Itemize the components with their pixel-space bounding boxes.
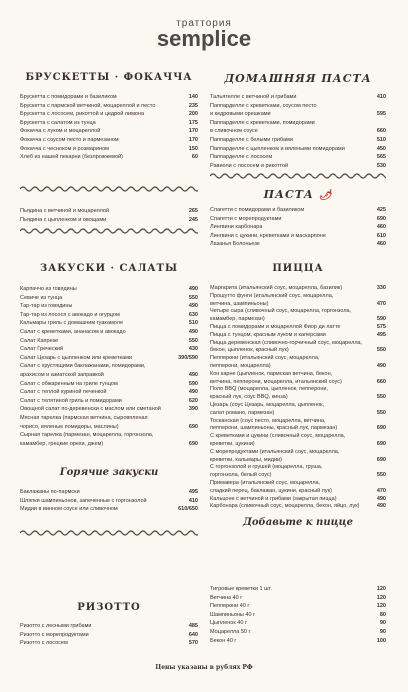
menu-item-price: 550 bbox=[376, 394, 386, 401]
logo-brand: semplice bbox=[156, 26, 252, 51]
menu-item-price: 245 bbox=[188, 216, 198, 223]
menu-item-price: 175 bbox=[188, 119, 198, 126]
menu-item-name: Паппарделле с белыми грибами bbox=[210, 136, 293, 143]
menu-item-price: 565 bbox=[376, 154, 386, 161]
menu-item-name: Тосканская (соус песто, моцарелла, ветчина, bbox=[210, 417, 326, 424]
menu-item-price: 410 bbox=[376, 94, 386, 100]
menu-item-name: в сливочном соусе bbox=[210, 128, 258, 135]
menu-item-name: Овощной салат по-деревенски с маслом или сметаной bbox=[20, 406, 161, 413]
menu-item-price: 530 bbox=[376, 162, 386, 169]
menu-item-name: камамбер, пармезан) bbox=[210, 316, 265, 323]
menu-item-name: Брускетта с салатом из тунца bbox=[20, 119, 96, 126]
menu-item-name: С горгонзолой и грушей (моцарелла, груша, bbox=[210, 464, 323, 471]
menu-item bbox=[20, 380, 198, 389]
menu-item bbox=[210, 363, 386, 371]
menu-item-name: пепперони, моцарелла) bbox=[210, 362, 271, 369]
menu-item-price: 590 bbox=[376, 316, 386, 323]
menu-item-price: 470 bbox=[376, 487, 386, 494]
section-title-pizza: ПИЦЦА bbox=[272, 263, 324, 274]
menu-item bbox=[210, 285, 386, 293]
menu-item bbox=[210, 594, 386, 603]
menu-item bbox=[20, 405, 198, 414]
menu-item-name: С креветками и цукини (сливочный соус, моцарелла, bbox=[210, 433, 346, 440]
menu-item-name: бекон, цыпленок, красный лук) bbox=[210, 347, 289, 354]
menu-item bbox=[20, 119, 198, 128]
menu-item-price: 590 bbox=[188, 380, 198, 387]
bruschetta-list bbox=[20, 93, 198, 162]
menu-item-name: Лингвини карбонара bbox=[210, 224, 263, 231]
menu-item-price: 490 bbox=[188, 389, 198, 396]
menu-item-name: ветчина, шампиньоны) bbox=[210, 300, 269, 307]
menu-item-price: 570 bbox=[188, 640, 198, 647]
menu-item bbox=[210, 410, 386, 418]
menu-item-name: Баклажаны по-пармски bbox=[20, 489, 80, 495]
pizza-list bbox=[210, 285, 386, 511]
menu-item-name: Салат с обжаренным на гриле тунцом bbox=[20, 380, 118, 387]
menu-item bbox=[210, 324, 386, 332]
menu-item-name: горгонзола, белый соус) bbox=[210, 472, 272, 479]
menu-item-name: Тар-тар из говядины bbox=[20, 303, 73, 310]
menu-item bbox=[210, 480, 386, 488]
section-title-zakuski: ЗАКУСКИ · САЛАТЫ bbox=[39, 263, 179, 274]
menu-item bbox=[210, 215, 386, 224]
menu-item-name: Лазанья Болоньезе bbox=[210, 241, 260, 248]
section-title-homemade-pasta: ДОМАШНЯЯ ПАСТА bbox=[224, 72, 372, 85]
menu-item-name: Бекон 40 г bbox=[210, 637, 237, 644]
menu-item bbox=[20, 505, 198, 514]
menu-item bbox=[210, 102, 386, 111]
menu-item-name: Мидии в винном соусе или сливочном bbox=[20, 506, 118, 513]
menu-item-price: 200 bbox=[188, 111, 198, 118]
menu-item-name: и кедровыми орешками bbox=[210, 111, 271, 118]
menu-item bbox=[20, 639, 198, 648]
menu-item-name: креветки, цукини) bbox=[210, 440, 255, 447]
menu-item bbox=[210, 332, 386, 340]
menu-item-price: 150 bbox=[188, 145, 198, 152]
menu-item-price: 485 bbox=[188, 623, 198, 629]
menu-item bbox=[20, 431, 198, 440]
menu-item bbox=[210, 503, 386, 511]
menu-item bbox=[20, 311, 198, 320]
menu-item-price: 550 bbox=[376, 472, 386, 479]
menu-item bbox=[210, 127, 386, 136]
menu-item-price: 510 bbox=[376, 136, 386, 143]
wave-line bbox=[210, 171, 386, 181]
menu-item-name: Фокачча с луком и моцареллой bbox=[20, 128, 101, 135]
menu-item-name: Тигровые креветки 1 шт. bbox=[210, 586, 272, 592]
menu-item bbox=[20, 345, 198, 354]
menu-item bbox=[210, 223, 386, 232]
menu-item-price: 80 bbox=[379, 611, 386, 618]
menu-item-price: 610 bbox=[376, 232, 386, 239]
menu-item-name: Хлеб из нашей пекарни (безлрожжевой) bbox=[20, 154, 123, 161]
menu-item-price: 120 bbox=[376, 603, 386, 610]
menu-item-name: сладкий перец, баклажан, цукини, красный лук) bbox=[210, 487, 332, 494]
menu-item-name: Цезарь (соус Цезарь, моцарелла, цыпленок, bbox=[210, 401, 325, 408]
menu-item bbox=[210, 93, 386, 102]
menu-item bbox=[210, 347, 386, 355]
menu-item-name: Тар-тар из лосося с авокадо и огурцом bbox=[20, 311, 120, 318]
menu-item-name: чорисо, вяленые помидоры, маслины) bbox=[20, 423, 119, 430]
menu-item-name: Пьядина с цыпленком и овощами bbox=[20, 216, 107, 223]
menu-item-name: Шляпки шампиньонов, запеченные с горгонзолой bbox=[20, 497, 147, 504]
menu-item-name: красный лук, соус BBQ, кинза) bbox=[210, 394, 288, 401]
menu-item-price: 510 bbox=[188, 320, 198, 327]
section-title-extras: Добавьте к пицце bbox=[242, 517, 354, 528]
menu-item bbox=[20, 207, 198, 216]
menu-item-price: 660 bbox=[376, 128, 386, 135]
menu-item-price: 630 bbox=[188, 311, 198, 318]
menu-item bbox=[210, 240, 386, 249]
menu-item bbox=[20, 423, 198, 432]
menu-item-name: Паппарделле с лососем bbox=[210, 154, 273, 161]
menu-item-name: креветки, кальмары, мидии) bbox=[210, 456, 282, 463]
menu-item bbox=[20, 440, 198, 449]
menu-item-price: 490 bbox=[188, 371, 198, 378]
wave-divider bbox=[20, 226, 198, 236]
menu-item-price: 550 bbox=[188, 337, 198, 344]
menu-item-name: Четыре сыра (сливочный соус, моцарелла, горгонзола, bbox=[210, 308, 352, 315]
menu-item-name: Салат Капрезе bbox=[20, 337, 59, 344]
menu-item-name: Фокачча с соусом песто и пармезаном bbox=[20, 136, 119, 143]
menu-item-name: Паппарделле с цыпленком и вялеными помидорами bbox=[210, 145, 345, 152]
menu-item-price: 235 bbox=[188, 102, 198, 109]
menu-item bbox=[20, 136, 198, 145]
menu-item bbox=[20, 631, 198, 640]
menu-item bbox=[20, 497, 198, 506]
menu-item bbox=[20, 388, 198, 397]
footer-note: Цены указаны в рублях РФ bbox=[155, 664, 253, 671]
menu-item-name: ветчина, пепперони, моцарелла, итальянский соус) bbox=[210, 378, 342, 385]
menu-item-price: 60 bbox=[191, 154, 198, 161]
menu-item-price: 410 bbox=[188, 497, 198, 504]
wave-line bbox=[20, 226, 198, 236]
menu-item bbox=[210, 145, 386, 154]
menu-item-name: Паппарделле с креветками, помидорами bbox=[210, 119, 315, 126]
menu-item-price: 460 bbox=[376, 241, 386, 248]
menu-item-name: Брускетта с лососем, рикоттой и цедрой лимона bbox=[20, 111, 145, 118]
menu-item-name: Ризотто с лососем bbox=[20, 640, 68, 647]
menu-item bbox=[210, 433, 386, 441]
menu-item bbox=[210, 619, 386, 628]
menu-item-name: Брускетта с пармской ветчиной, моцареллой и песто bbox=[20, 102, 156, 109]
menu-item bbox=[20, 354, 198, 363]
menu-item-name: Кальмары гриль с домашним гуакамоле bbox=[20, 320, 124, 327]
menu-item bbox=[20, 145, 198, 154]
menu-item-name: Пицца с тунцом, красным луком и каперсами bbox=[210, 331, 326, 338]
menu-item bbox=[210, 611, 386, 620]
pasta-title-text: ПАСТА bbox=[263, 188, 314, 201]
menu-item-price: 470 bbox=[376, 300, 386, 307]
section-title-pasta bbox=[210, 188, 386, 201]
menu-item-price: 690 bbox=[376, 440, 386, 447]
menu-item bbox=[210, 425, 386, 433]
menu-item-price: 490 bbox=[376, 362, 386, 369]
zakuski-list bbox=[20, 285, 198, 448]
menu-item-name: Кон карне (цыпленок, пармская ветчина, бекон, bbox=[210, 370, 333, 377]
menu-item-name: Фокачча с чесноком и розмарином bbox=[20, 145, 109, 152]
wave-divider bbox=[210, 171, 386, 181]
menu-item bbox=[210, 464, 386, 472]
menu-item-name: камамбер, грецкие орехи, джем) bbox=[20, 440, 104, 447]
menu-item bbox=[210, 371, 386, 379]
wave-divider bbox=[20, 528, 198, 538]
menu-item-name: арахисом и азиатской заправкой bbox=[20, 371, 104, 378]
wave-divider bbox=[20, 184, 198, 194]
menu-item-name: салат романо, пармезан) bbox=[210, 409, 275, 416]
section-title-bruschetta: БРУСКЕТТЫ · ФОКАЧЧА bbox=[25, 72, 193, 83]
menu-item-price: 390/590 bbox=[178, 354, 198, 361]
menu-item-name: Салат с теплой куриной печенкой bbox=[20, 389, 107, 396]
menu-item-price: 660 bbox=[376, 378, 386, 385]
menu-item bbox=[20, 622, 198, 631]
menu-item bbox=[210, 110, 386, 119]
menu-item-price: 690 bbox=[188, 440, 198, 447]
menu-item bbox=[210, 379, 386, 387]
menu-item-price: 90 bbox=[379, 620, 386, 627]
menu-item bbox=[210, 394, 386, 402]
hot-list bbox=[20, 488, 198, 514]
extras-list bbox=[210, 585, 386, 645]
menu-item bbox=[210, 637, 386, 646]
section-title-hot: Горячие закуски bbox=[59, 467, 159, 478]
menu-item-price: 490 bbox=[376, 503, 386, 510]
menu-item-name: Салат Греческий bbox=[20, 346, 64, 353]
menu-item bbox=[20, 397, 198, 406]
menu-item-name: Тальятелле с ветчиной и грибами bbox=[210, 94, 297, 100]
menu-item-price: 495 bbox=[376, 331, 386, 338]
wave-line bbox=[20, 184, 198, 194]
menu-item bbox=[20, 488, 198, 497]
menu-item-price: 460 bbox=[376, 224, 386, 231]
menu-item-name: Спагетти с морепродуктами bbox=[210, 215, 282, 222]
menu-item-name: Пицца с помидорами и моцареллой Фиор ди латте bbox=[210, 323, 341, 330]
chili-pepper-icon: 🌶 bbox=[318, 190, 333, 201]
menu-item-price: 550 bbox=[376, 347, 386, 354]
menu-item bbox=[210, 119, 386, 128]
menu-item-name: Поло BBQ (моцарелла, цыпленок, пепперони, bbox=[210, 386, 328, 393]
risotto-list bbox=[20, 622, 198, 648]
homemade-pasta-list bbox=[210, 93, 386, 170]
menu-item-price: 100 bbox=[376, 637, 386, 644]
menu-item-price: 690 bbox=[376, 215, 386, 222]
menu-item-name: Карпаччо из говядины bbox=[20, 286, 77, 292]
menu-item-name: Пепперони 40 г bbox=[210, 603, 250, 610]
menu-item-price: 450 bbox=[376, 145, 386, 152]
menu-item bbox=[20, 285, 198, 294]
menu-item-name: Равиоли с лососем и рикоттой bbox=[210, 162, 289, 169]
menu-item-price: 390 bbox=[188, 406, 198, 413]
menu-item bbox=[20, 102, 198, 111]
menu-item-name: Цыпленок 40 г bbox=[210, 620, 247, 627]
menu-item-price: 170 bbox=[188, 128, 198, 135]
menu-item-price: 140 bbox=[188, 94, 198, 100]
menu-item-name: Сырная тарелка (пармезан, моцарелла, горгонзола, bbox=[20, 432, 154, 439]
pasta-list bbox=[210, 206, 386, 249]
menu-item bbox=[20, 337, 198, 346]
menu-item-name: Пьядина с ветчиной и моцареллой bbox=[20, 208, 110, 214]
menu-item-name: Салат с телятиной гриль и помидорами bbox=[20, 397, 122, 404]
menu-item bbox=[210, 449, 386, 457]
menu-item-name: С морепродуктами (итальянский соус, моцарелла, bbox=[210, 448, 340, 455]
menu-item-price: 490 bbox=[188, 328, 198, 335]
menu-item-price: 90 bbox=[379, 628, 386, 635]
menu-item bbox=[20, 216, 198, 225]
menu-item-price: 425 bbox=[376, 207, 386, 213]
menu-item bbox=[20, 93, 198, 102]
menu-item-name: Карбонара (сливочный соус, моцарелла, бекон, яйцо, лук) bbox=[210, 503, 360, 510]
menu-item-name: Ризотто с морепродуктами bbox=[20, 631, 89, 638]
menu-item bbox=[210, 628, 386, 637]
menu-item bbox=[20, 328, 198, 337]
menu-item-price: 550 bbox=[188, 294, 198, 301]
menu-item-name: Брускетта с помидорами и базиликом bbox=[20, 94, 117, 100]
menu-item bbox=[20, 127, 198, 136]
menu-item-name: Моцарелла 50 г bbox=[210, 628, 251, 635]
menu-item bbox=[20, 153, 198, 162]
menu-item bbox=[20, 371, 198, 380]
menu-item-name: Салат с креветками, ананасом и авокадо bbox=[20, 328, 126, 335]
menu-item bbox=[210, 162, 386, 171]
menu-item-name: пепперони, шампиньоны, красный лук, пармезан) bbox=[210, 425, 338, 432]
menu-item bbox=[210, 153, 386, 162]
menu-item-name: Примавера (итальянский соус, моцарелла, bbox=[210, 479, 321, 486]
menu-item bbox=[20, 294, 198, 303]
menu-item-name: Спагетти с помидорами и базиликом bbox=[210, 207, 305, 213]
menu-item-name: Прошутто фунги (итальянский соус, моцарелла, bbox=[210, 292, 334, 299]
menu-item-price: 430 bbox=[188, 346, 198, 353]
menu-item-name: Паппарделле с креветками, соусом песто bbox=[210, 102, 317, 109]
menu-item-price: 690 bbox=[376, 425, 386, 432]
menu-item-price: 490 bbox=[188, 286, 198, 292]
menu-item bbox=[20, 319, 198, 328]
menu-item-name: Салат с хрустящими баклажанами, помидорами, bbox=[20, 363, 146, 370]
menu-item bbox=[20, 414, 198, 423]
menu-item-name: Шампиньоны 40 г bbox=[210, 611, 256, 618]
menu-item-price: 170 bbox=[188, 136, 198, 143]
menu-item bbox=[210, 316, 386, 324]
menu-item bbox=[210, 206, 386, 215]
menu-item-name: Севиче из тунца bbox=[20, 294, 63, 301]
menu-item-price: 690 bbox=[376, 456, 386, 463]
menu-item-price: 490 bbox=[188, 303, 198, 310]
piadina-list bbox=[20, 207, 198, 224]
menu-item-price: 120 bbox=[376, 594, 386, 601]
menu-item-name: Кальцоне с ветчиной и грибами (закрытая пицца) bbox=[210, 495, 337, 502]
menu-item-name: Салат Цезарь с цыпленком или креветками bbox=[20, 354, 132, 361]
menu-item-price: 495 bbox=[188, 489, 198, 495]
menu-item bbox=[210, 472, 386, 480]
menu-item-name: Ветчина 40 г bbox=[210, 594, 243, 601]
section-title-risotto: РИЗОТТО bbox=[77, 602, 141, 613]
menu-item-price: 265 bbox=[188, 208, 198, 214]
menu-item-price: 490 bbox=[376, 495, 386, 502]
menu-item-price: 550 bbox=[376, 409, 386, 416]
menu-header bbox=[0, 0, 408, 60]
menu-item-name: Пицца деревенская (сливочно-горчичный соус, моцарелла, bbox=[210, 339, 363, 346]
menu-item-price: 610/650 bbox=[178, 506, 198, 513]
menu-item-name: Мясная тарелка (пармская ветчина, сыровяленая bbox=[20, 414, 148, 421]
menu-item bbox=[210, 585, 386, 594]
menu-item bbox=[20, 110, 198, 119]
menu-item-price: 120 bbox=[376, 586, 386, 592]
menu-item bbox=[210, 386, 386, 394]
menu-item bbox=[20, 302, 198, 311]
menu-item bbox=[210, 232, 386, 241]
menu-item-name: Лингвини с цукини, креветками и маскарпоне bbox=[210, 232, 326, 239]
menu-item bbox=[210, 293, 386, 301]
wave-line bbox=[20, 528, 198, 538]
menu-item bbox=[20, 362, 198, 371]
menu-item bbox=[210, 402, 386, 410]
menu-item-price: 640 bbox=[188, 631, 198, 638]
menu-item-name: Ризотто с лесными грибами bbox=[20, 623, 92, 629]
logo-subtitle: траттория bbox=[176, 18, 232, 29]
menu-item-price: 620 bbox=[188, 397, 198, 404]
menu-item-name: Пепперони (итальянский соус, моцарелла, bbox=[210, 355, 320, 362]
menu-item bbox=[210, 136, 386, 145]
menu-item-price: 595 bbox=[376, 111, 386, 118]
menu-item bbox=[210, 308, 386, 316]
menu-item-price: 330 bbox=[376, 285, 386, 291]
menu-item-name: Маргарита (итальянский соус, моцарелла, базилик) bbox=[210, 285, 343, 291]
menu-item bbox=[210, 441, 386, 449]
menu-item-price: 690 bbox=[188, 423, 198, 430]
menu-item bbox=[210, 488, 386, 496]
menu-item bbox=[210, 355, 386, 363]
menu-item-price: 575 bbox=[376, 323, 386, 330]
menu-item bbox=[210, 602, 386, 611]
